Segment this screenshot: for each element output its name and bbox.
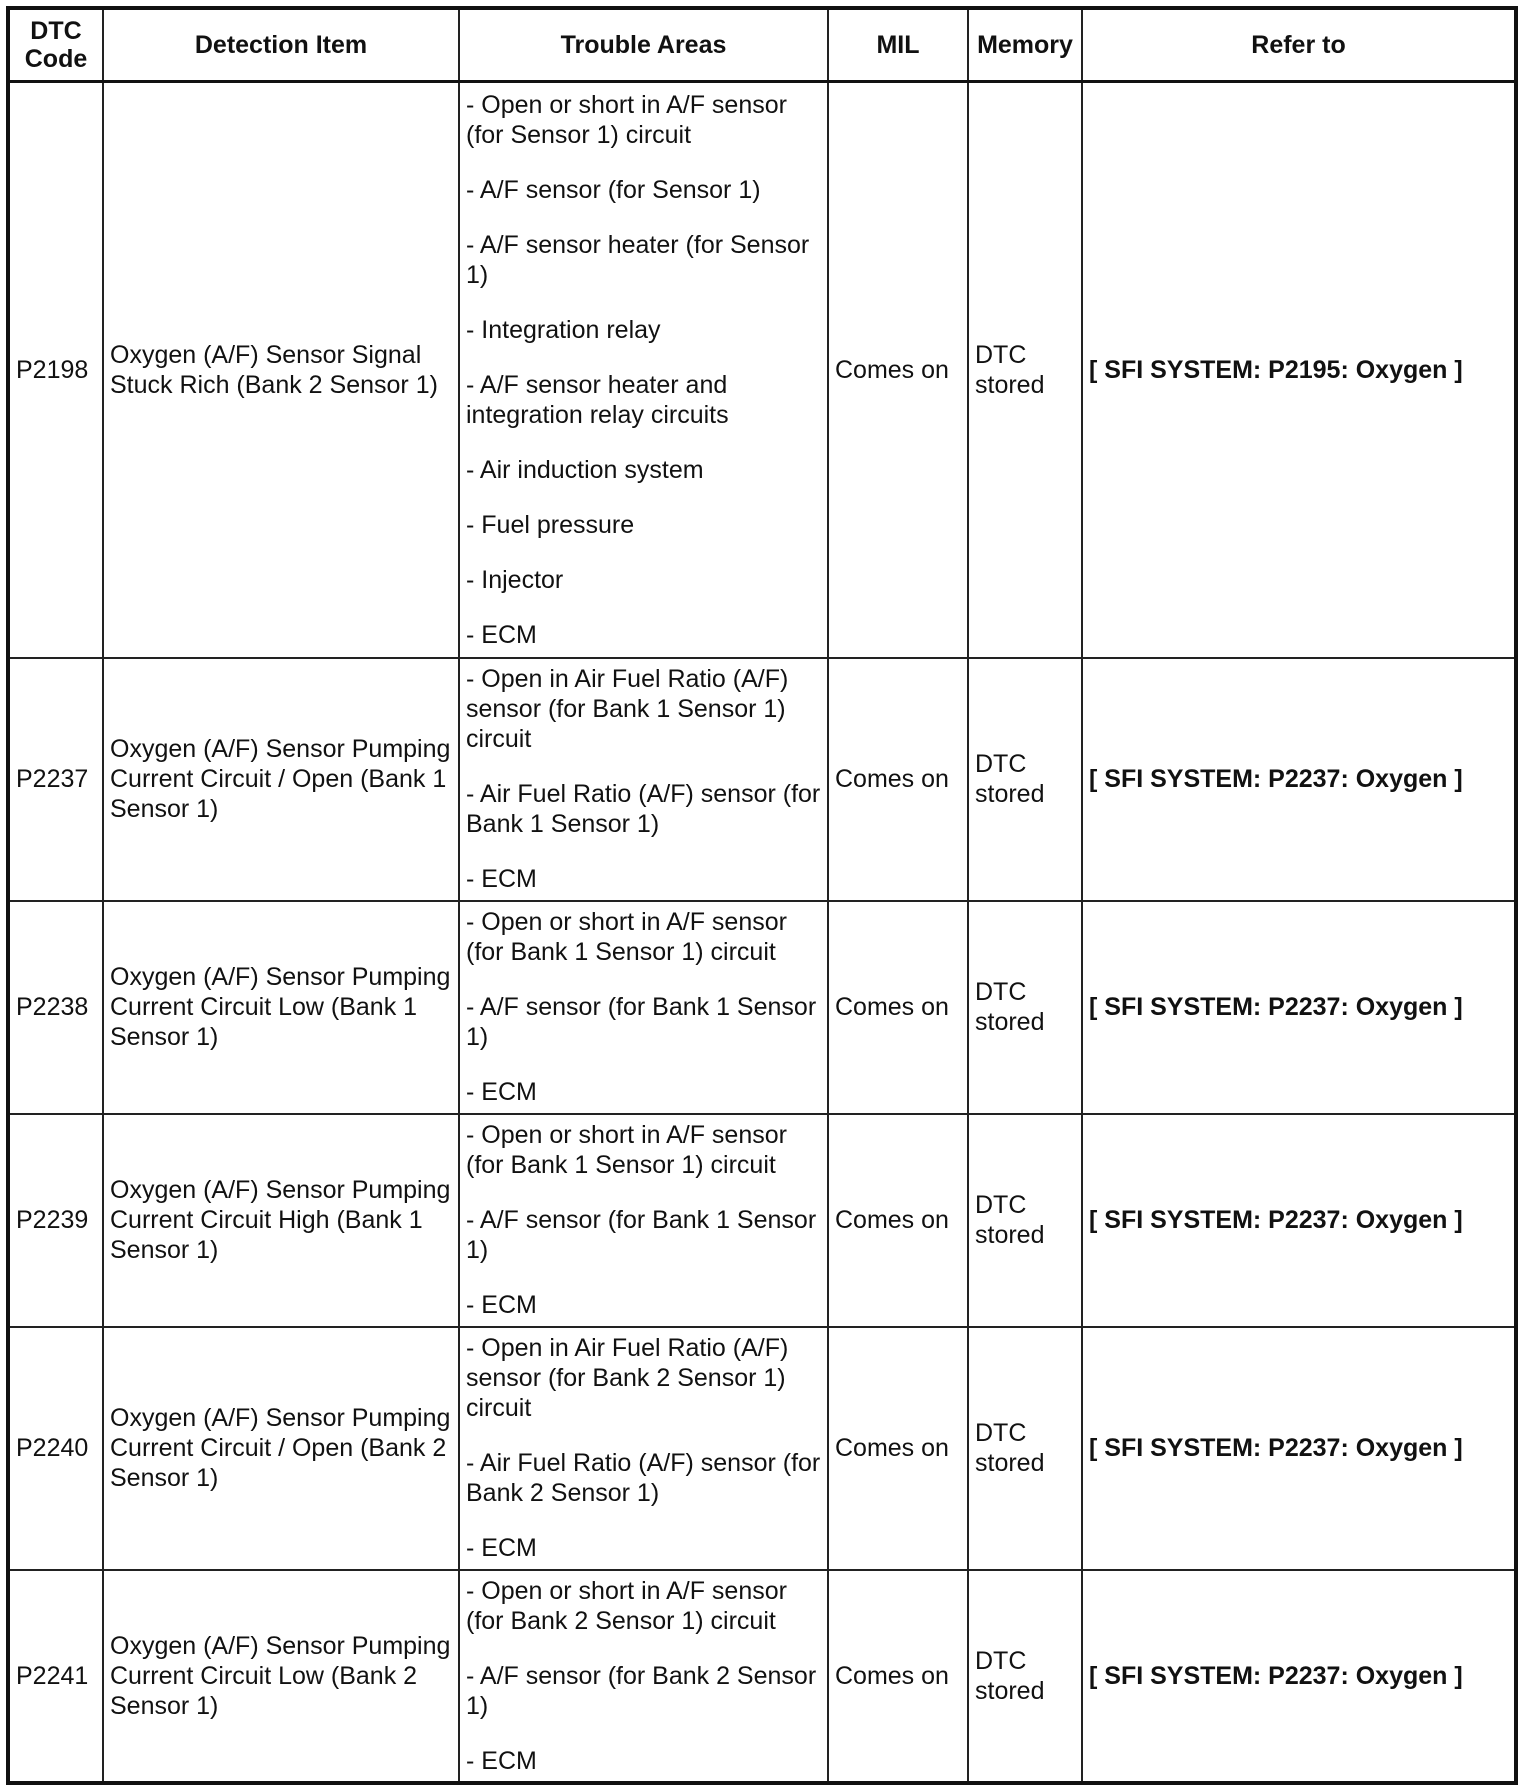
detection-item-cell: Oxygen (A/F) Sensor Pumping Current Circuit Low (Bank 2 Sensor 1): [103, 1570, 459, 1783]
trouble-area-item: - Open in Air Fuel Ratio (A/F) sensor (for Bank 2 Sensor 1) circuit: [466, 1334, 789, 1422]
trouble-area-item: - A/F sensor heater (for Sensor 1): [466, 230, 810, 289]
trouble-area-item: - Open or short in A/F sensor (for Bank 2 Sensor 1) circuit: [466, 1576, 787, 1635]
refer-to-link[interactable]: [ SFI SYSTEM: P2237: Oxygen ]: [1082, 658, 1516, 901]
memory-cell: DTC stored: [968, 901, 1082, 1114]
dtc-code-cell: P2239: [8, 1114, 103, 1327]
header-detection-item: Detection Item: [103, 8, 459, 82]
trouble-areas-cell: [459, 1327, 828, 1570]
refer-to-link[interactable]: [ SFI SYSTEM: P2195: Oxygen ]: [1082, 82, 1516, 658]
trouble-area-item: - Open or short in A/F sensor (for Bank 1 Sensor 1) circuit: [466, 908, 787, 966]
header-dtc-code: DTC Code: [8, 8, 103, 82]
memory-cell: DTC stored: [968, 1570, 1082, 1783]
trouble-areas-cell: [459, 1570, 828, 1783]
trouble-area-item: - ECM: [466, 620, 537, 649]
trouble-area-item: - Open or short in A/F sensor (for Sensor 1) circuit: [466, 90, 787, 149]
table-row: [8, 1114, 1516, 1327]
trouble-area-item: - ECM: [466, 865, 537, 893]
mil-cell: Comes on: [828, 658, 968, 901]
trouble-areas-cell: [459, 901, 828, 1114]
memory-cell: DTC stored: [968, 1114, 1082, 1327]
detection-item-cell: Oxygen (A/F) Sensor Pumping Current Circuit / Open (Bank 1 Sensor 1): [103, 658, 459, 901]
dtc-code-cell: P2240: [8, 1327, 103, 1570]
trouble-area-item: - A/F sensor (for Bank 2 Sensor 1): [466, 1661, 817, 1720]
refer-to-link[interactable]: [ SFI SYSTEM: P2237: Oxygen ]: [1082, 901, 1516, 1114]
refer-to-link[interactable]: [ SFI SYSTEM: P2237: Oxygen ]: [1082, 1570, 1516, 1783]
mil-cell: Comes on: [828, 901, 968, 1114]
document-page: [6, 6, 1514, 1785]
mil-cell: Comes on: [828, 1570, 968, 1783]
refer-to-link[interactable]: [ SFI SYSTEM: P2237: Oxygen ]: [1082, 1327, 1516, 1570]
trouble-area-item: - A/F sensor (for Sensor 1): [466, 175, 761, 204]
trouble-area-item: - ECM: [466, 1746, 537, 1775]
trouble-area-item: - Air induction system: [466, 455, 704, 484]
table-body: [8, 82, 1516, 1783]
table-row: [8, 82, 1516, 658]
trouble-area-item: - Fuel pressure: [466, 510, 635, 539]
table-header-row: [8, 8, 1516, 82]
header-memory: Memory: [968, 8, 1082, 82]
trouble-area-item: - Air Fuel Ratio (A/F) sensor (for Bank 1 Sensor 1): [466, 780, 821, 838]
mil-cell: Comes on: [828, 1327, 968, 1570]
trouble-area-item: - Air Fuel Ratio (A/F) sensor (for Bank 2 Sensor 1): [466, 1449, 821, 1507]
trouble-areas-cell: [459, 658, 828, 901]
trouble-area-item: - ECM: [466, 1291, 537, 1319]
dtc-table: [6, 6, 1518, 1785]
trouble-area-item: - A/F sensor (for Bank 1 Sensor 1): [466, 993, 817, 1051]
trouble-area-item: - Integration relay: [466, 315, 661, 344]
refer-to-link[interactable]: [ SFI SYSTEM: P2237: Oxygen ]: [1082, 1114, 1516, 1327]
table-row: [8, 1327, 1516, 1570]
trouble-area-item: - A/F sensor (for Bank 1 Sensor 1): [466, 1206, 817, 1264]
dtc-code-cell: P2237: [8, 658, 103, 901]
memory-cell: DTC stored: [968, 1327, 1082, 1570]
dtc-code-cell: P2238: [8, 901, 103, 1114]
detection-item-cell: Oxygen (A/F) Sensor Pumping Current Circuit / Open (Bank 2 Sensor 1): [103, 1327, 459, 1570]
detection-item-cell: Oxygen (A/F) Sensor Signal Stuck Rich (Bank 2 Sensor 1): [103, 82, 459, 658]
table-row: [8, 1570, 1516, 1783]
mil-cell: Comes on: [828, 82, 968, 658]
detection-item-cell: Oxygen (A/F) Sensor Pumping Current Circuit Low (Bank 1 Sensor 1): [103, 901, 459, 1114]
header-refer-to: Refer to: [1082, 8, 1516, 82]
dtc-code-cell: P2241: [8, 1570, 103, 1783]
table-row: [8, 658, 1516, 901]
trouble-area-item: - Injector: [466, 565, 564, 594]
trouble-areas-cell: [459, 82, 828, 658]
trouble-area-item: - Open or short in A/F sensor (for Bank 1 Sensor 1) circuit: [466, 1121, 787, 1179]
trouble-area-item: - ECM: [466, 1078, 537, 1106]
trouble-area-item: - ECM: [466, 1534, 537, 1562]
table-row: [8, 901, 1516, 1114]
mil-cell: Comes on: [828, 1114, 968, 1327]
trouble-area-item: - Open in Air Fuel Ratio (A/F) sensor (for Bank 1 Sensor 1) circuit: [466, 665, 789, 753]
header-trouble-areas: Trouble Areas: [459, 8, 828, 82]
trouble-area-item: - A/F sensor heater and integration relay circuits: [466, 370, 729, 429]
memory-cell: DTC stored: [968, 82, 1082, 658]
header-mil: MIL: [828, 8, 968, 82]
trouble-areas-cell: [459, 1114, 828, 1327]
detection-item-cell: Oxygen (A/F) Sensor Pumping Current Circuit High (Bank 1 Sensor 1): [103, 1114, 459, 1327]
memory-cell: DTC stored: [968, 658, 1082, 901]
dtc-code-cell: P2198: [8, 82, 103, 658]
